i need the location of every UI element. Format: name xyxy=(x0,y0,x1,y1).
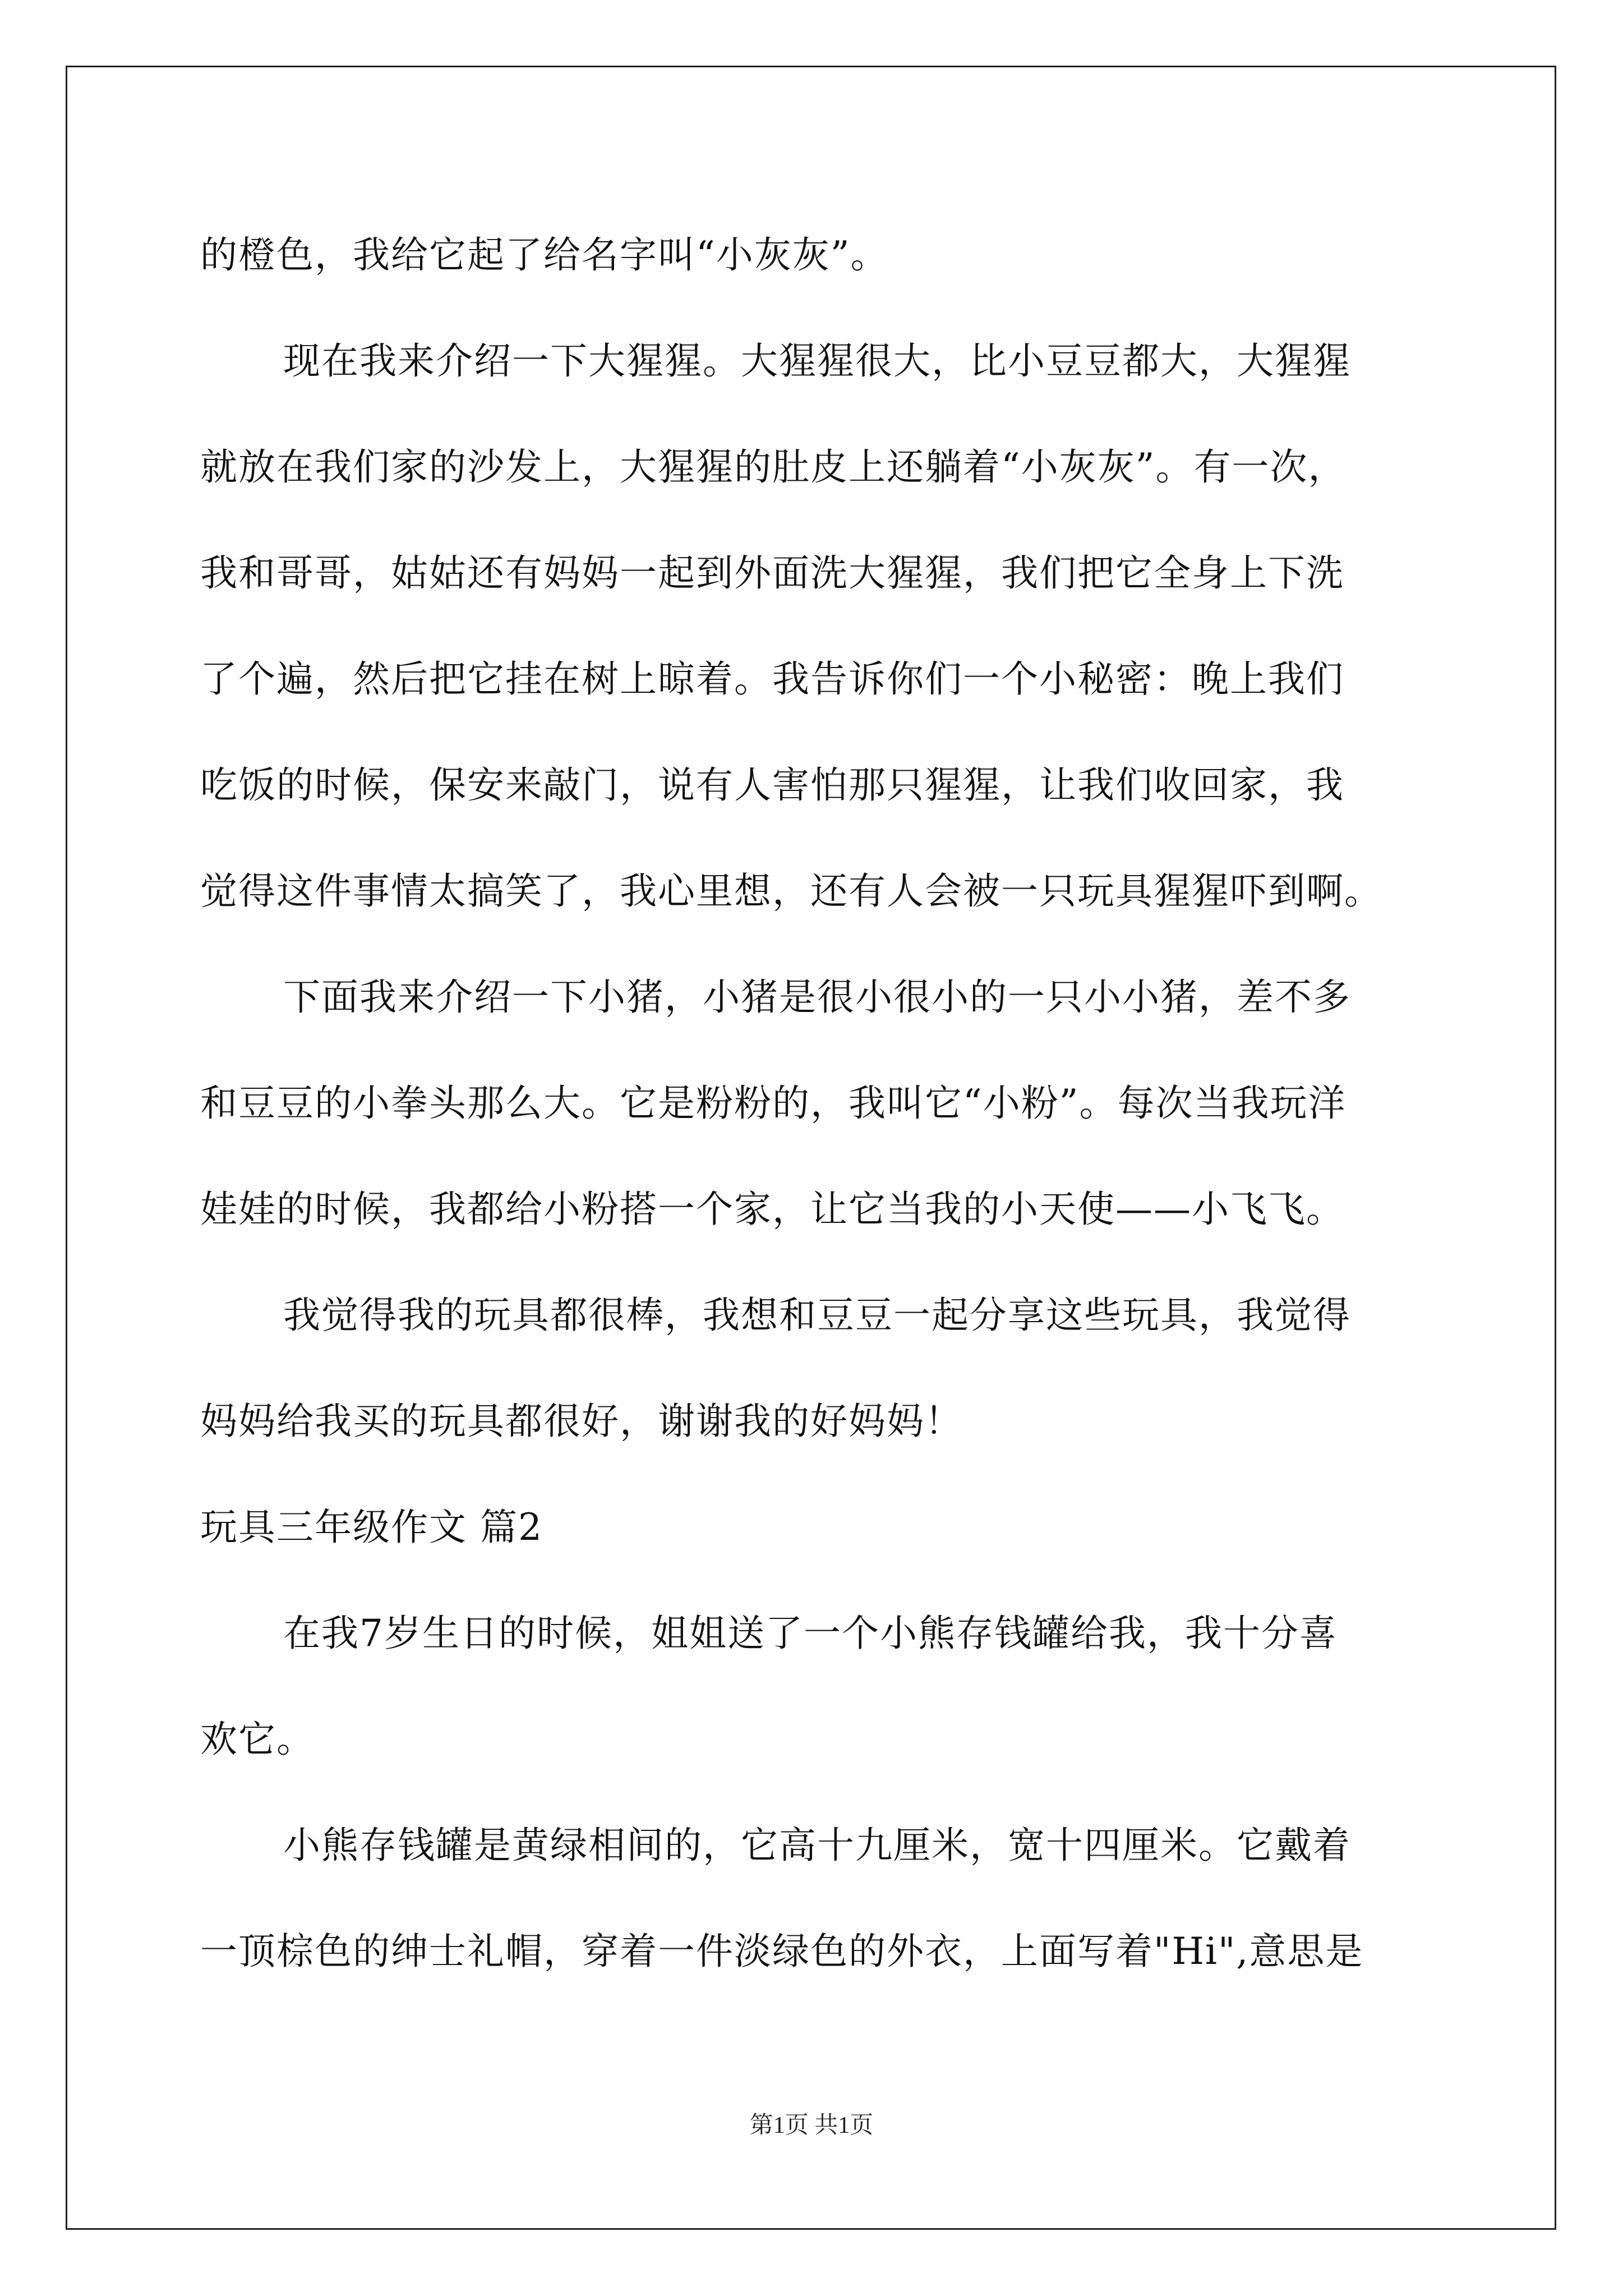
page-footer: 第1页 共1页 xyxy=(749,2113,874,2138)
document-body xyxy=(200,202,1434,2004)
text-line: 欢它。 xyxy=(200,1718,315,1761)
text-line: 在我7岁生日的时候，姐姐送了一个小熊存钱罐给我，我十分喜 xyxy=(283,1612,1338,1655)
text-line: 觉得这件事情太搞笑了，我心里想，还有人会被一只玩具猩猩吓到啊。 xyxy=(200,869,1382,913)
section-heading: 玩具三年级作文 篇2 xyxy=(200,1506,543,1549)
text-line: 就放在我们家的沙发上，大猩猩的肚皮上还躺着“小灰灰”。有一次， xyxy=(200,445,1347,489)
text-line: 娃娃的时候，我都给小粉搭一个家，让它当我的小天使——小飞飞。 xyxy=(200,1188,1344,1231)
text-line: 我和哥哥，姑姑还有妈妈一起到外面洗大猩猩，我们把它全身上下洗 xyxy=(200,551,1344,595)
text-line: 下面我来介绍一下小猪，小猪是很小很小的一只小小猪，差不多 xyxy=(283,976,1351,1019)
text-line: 我觉得我的玩具都很棒，我想和豆豆一起分享这些玩具，我觉得 xyxy=(283,1294,1351,1337)
text-line: 了个遍，然后把它挂在树上晾着。我告诉你们一个小秘密：晚上我们 xyxy=(200,657,1344,701)
text-line: 和豆豆的小拳头那么大。它是粉粉的，我叫它“小粉”。每次当我玩洋 xyxy=(200,1082,1347,1125)
text-line: 妈妈给我买的玩具都很好，谢谢我的好妈妈！ xyxy=(200,1400,963,1443)
text-line: 现在我来介绍一下大猩猩。大猩猩很大，比小豆豆都大，大猩猩 xyxy=(283,339,1351,383)
text-line: 小熊存钱罐是黄绿相间的，它高十九厘米，宽十四厘米。它戴着 xyxy=(283,1824,1351,1867)
text-line: 吃饭的时候，保安来敲门，说有人害怕那只猩猩，让我们收回家，我 xyxy=(200,763,1344,807)
text-line: 一顶棕色的绅士礼帽，穿着一件淡绿色的外衣，上面写着"Hi",意思是 xyxy=(200,1930,1364,1973)
text-line: 的橙色，我给它起了给名字叫“小灰灰”。 xyxy=(200,233,889,277)
